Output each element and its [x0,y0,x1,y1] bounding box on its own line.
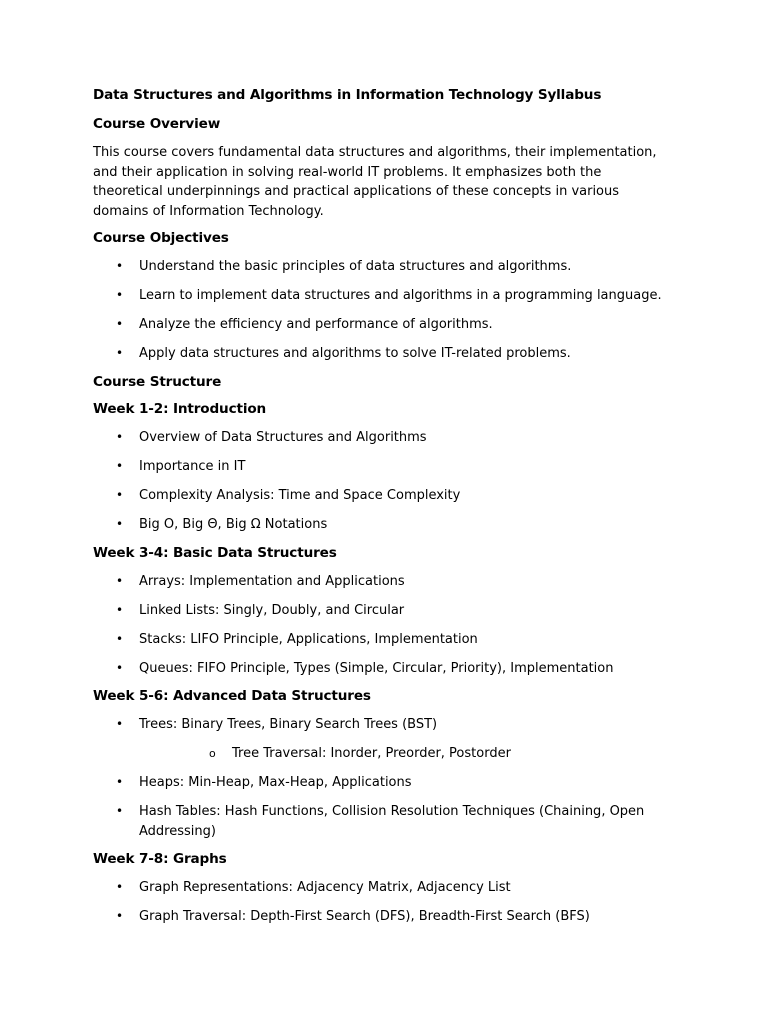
list-item-text: Overview of Data Structures and Algorithms [139,429,427,445]
bullet-icon: • [116,631,124,646]
bullet-icon: • [116,429,124,444]
list-item-text: Arrays: Implementation and Applications [139,573,405,589]
bullet-icon: • [116,660,124,675]
bullet-icon: • [116,573,124,588]
bullet-icon: • [116,317,124,332]
list-item-text: Big O, Big Θ, Big Ω Notations [139,517,328,533]
list-item [93,601,668,621]
list-item [93,286,668,306]
bullet-icon: • [116,517,124,532]
list-item-text: Linked Lists: Singly, Doubly, and Circular [139,602,405,618]
list-item-text: Graph Representations: Adjacency Matrix, Adjacency List [139,880,511,896]
list-item [93,715,668,763]
list-item-text: Hash Tables: Hash Functions, Collision Resolution Techniques (Chaining, Open Addressing) [139,804,645,839]
bullet-icon: • [116,288,124,303]
list-item-text: Apply data structures and algorithms to solve IT-related problems. [139,346,571,362]
list-item [93,486,668,506]
course-objectives-list [93,257,668,364]
list-item [93,773,668,793]
list-item [93,315,668,335]
bullet-icon: • [116,804,124,819]
bullet-icon: • [116,487,124,502]
week-5-6-list [93,715,668,841]
bullet-icon: • [116,774,124,789]
list-item-text: Complexity Analysis: Time and Space Complexity [139,487,461,503]
week-3-4-heading: Week 3-4: Basic Data Structures [93,544,337,561]
bullet-icon: • [116,880,124,895]
list-item-text: Importance in IT [139,458,246,474]
course-structure-heading: Course Structure [93,373,222,390]
bullet-icon: • [116,259,124,273]
list-item-text: Stacks: LIFO Principle, Applications, Implementation [139,631,478,647]
list-item [93,344,668,364]
list-item [93,630,668,650]
list-item-text: Trees: Binary Trees, Binary Search Trees (BST) [139,717,438,733]
list-item-text: Heaps: Min-Heap, Max-Heap, Applications [139,774,412,790]
list-item-text: Analyze the efficiency and performance of algorithms. [139,317,493,333]
list-item [93,572,668,592]
list-item [93,802,668,841]
list-item-text: Queues: FIFO Principle, Types (Simple, Circular, Priority), Implementation [139,660,614,676]
list-item [93,257,668,277]
week-1-2-list [93,428,668,535]
bullet-icon: • [116,346,124,361]
list-item [93,428,668,448]
list-item [93,659,668,679]
week-7-8-list [93,878,668,927]
sub-list-item [139,744,668,764]
list-item [93,515,668,535]
sub-bullet-icon: o [209,746,216,760]
bullet-icon: • [116,602,124,617]
course-overview-text: This course covers fundamental data structures and algorithms, their implementation, and their application in solving real-world IT problems. It emphasizes both the theoretical underpinnings and practical applications of these concepts in various domains of Information Technology. [93,145,657,219]
sub-list [139,744,668,764]
course-objectives-heading: Course Objectives [93,230,229,246]
bullet-icon: • [116,909,124,924]
week-5-6-heading: Week 5-6: Advanced Data Structures [93,688,371,705]
week-3-4-list [93,572,668,679]
document-title: Data Structures and Algorithms in Information Technology Syllabus [93,87,602,103]
list-item-text: Understand the basic principles of data structures and algorithms. [139,259,572,274]
course-overview-heading: Course Overview [93,116,221,132]
list-item [93,907,668,927]
list-item-text: Tree Traversal: Inorder, Preorder, Postorder [232,745,511,761]
list-item-text: Learn to implement data structures and algorithms in a programming language. [139,288,662,304]
list-item [93,878,668,898]
bullet-icon: • [116,717,124,732]
week-7-8-heading: Week 7-8: Graphs [93,851,227,868]
list-item-text: Graph Traversal: Depth-First Search (DFS), Breadth-First Search (BFS) [139,909,590,925]
bullet-icon: • [116,458,124,473]
week-1-2-heading: Week 1-2: Introduction [93,400,267,417]
list-item [93,457,668,477]
